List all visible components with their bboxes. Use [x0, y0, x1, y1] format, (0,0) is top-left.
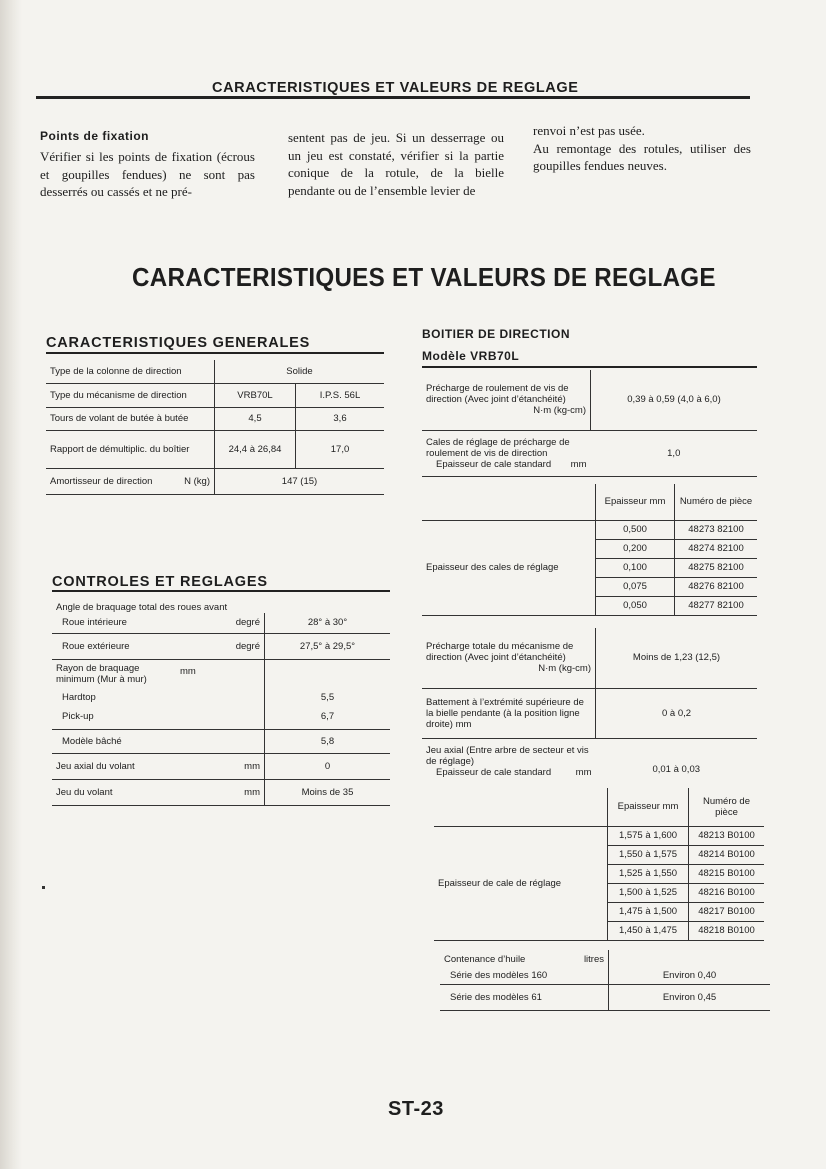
- shim-table-2: [434, 788, 764, 941]
- row-value: 5,5: [265, 689, 391, 705]
- row-value: 0,01 à 0,03: [652, 763, 701, 775]
- shim-thickness: 0,050: [596, 596, 675, 615]
- generales-title: CARACTERISTIQUES GENERALES: [46, 335, 311, 351]
- row-value: I.P.S. 56L: [296, 383, 385, 407]
- table-row: [422, 738, 757, 784]
- controles-table: [52, 600, 390, 806]
- unit-text: N (kg): [184, 475, 210, 487]
- table-row: [52, 729, 390, 753]
- label-text: Précharge de roulement de vis de direction (Avec joint d’étanchéité): [426, 383, 569, 406]
- row-label: Tours de volant de butée à butée: [46, 407, 215, 430]
- row-label: [422, 738, 596, 784]
- row-value: 147 (15): [215, 468, 385, 494]
- label-text: Précharge totale du mécanisme de direction (Avec joint d’étanchéité): [426, 641, 574, 664]
- boitier-model: Modèle VRB70L: [422, 349, 520, 363]
- row-label: Type du mécanisme de direction: [46, 383, 215, 407]
- row-value: 0: [265, 753, 391, 779]
- boitier-table-1: [422, 370, 757, 477]
- row-label: Rayon de braquage minimum (Mur à mur): [56, 663, 147, 686]
- row-label: [440, 950, 609, 968]
- label-text: Jeu axial (Entre arbre de secteur et vis de réglage): [426, 744, 589, 767]
- table-row: [52, 779, 390, 805]
- row-value: Environ 0,40: [609, 968, 771, 984]
- shim-thickness: 1,550 à 1,575: [608, 845, 689, 864]
- table-row: [52, 613, 390, 633]
- boitier-table-2: [422, 628, 757, 784]
- row-unit: mm: [180, 665, 196, 677]
- shim-header-part: Numéro de pièce: [675, 484, 758, 520]
- row-unit: mm: [176, 753, 265, 779]
- table-row: [440, 968, 770, 984]
- empty-cell: [176, 705, 265, 729]
- row-label: Rapport de démultiplic. du boîtier: [46, 430, 215, 468]
- table-row: [440, 984, 770, 1010]
- shim2-group-label: Epaisseur de cale de réglage: [434, 826, 608, 940]
- shim2-header-part: Numéro de pièce: [689, 788, 765, 826]
- unit-text: mm: [570, 458, 587, 470]
- shim-part: 48217 B0100: [689, 902, 765, 921]
- table-row: [52, 633, 390, 659]
- shim-thickness: 0,200: [596, 539, 675, 558]
- row-label: Jeu du volant: [52, 779, 176, 805]
- row-unit: mm: [176, 779, 265, 805]
- running-header: CARACTERISTIQUES ET VALEURS DE REGLAGE: [212, 80, 579, 96]
- row-label: Pick-up: [52, 705, 176, 729]
- shim-thickness: 1,450 à 1,475: [608, 921, 689, 940]
- row-value: 3,6: [296, 407, 385, 430]
- row-value: 0,39 à 0,59 (4,0 à 6,0): [591, 370, 758, 430]
- generales-title-rule: [46, 352, 384, 354]
- empty-cell: [176, 729, 265, 753]
- unit-text: N·m (kg-cm): [533, 405, 586, 417]
- shim-part: 48277 82100: [675, 596, 758, 615]
- intro-column-3: renvoi n’est pas usée. Au remontage des rotules, utiliser des goupilles fendues neuves.: [533, 123, 751, 173]
- label-text: Epaisseur de cale standard: [436, 766, 552, 778]
- shim-thickness: 0,100: [596, 558, 675, 577]
- table-row: [422, 688, 757, 738]
- shim-part: 48216 B0100: [689, 883, 765, 902]
- table-row: [46, 430, 384, 468]
- boitier-title-rule: [422, 366, 757, 368]
- shim-part: 48218 B0100: [689, 921, 765, 940]
- shim-table-1: [422, 484, 757, 616]
- row-value: 17,0: [296, 430, 385, 468]
- row-value: Moins de 1,23 (12,5): [596, 628, 758, 688]
- page-binding-shadow: [0, 0, 22, 1169]
- intro-column-2: sentent pas de jeu. Si un desserrage ou un jeu est constaté, vérifier si la partie conique de la rotule, de la bielle pendante ou de l’ensemble levier de: [288, 130, 504, 198]
- controles-title: CONTROLES ET REGLAGES: [52, 574, 268, 590]
- table-row: [46, 468, 384, 494]
- row-label: Hardtop: [62, 691, 96, 703]
- table-row: [52, 753, 390, 779]
- row-value: 6,7: [265, 705, 391, 729]
- angle-label: Angle de braquage total des roues avant: [56, 602, 228, 613]
- unit-text: litres: [583, 953, 604, 965]
- table-row: [440, 950, 770, 968]
- row-label: Roue extérieure: [52, 633, 176, 659]
- row-label: [422, 430, 591, 476]
- table-row: [52, 600, 390, 613]
- row-value: VRB70L: [215, 383, 296, 407]
- page-number: ST-23: [388, 1098, 444, 1120]
- row-label: Roue intérieure: [52, 613, 176, 633]
- huile-table: [440, 950, 770, 1011]
- label-text: Contenance d’huile: [444, 953, 526, 965]
- generales-table: [46, 360, 384, 495]
- shim-thickness: 1,475 à 1,500: [608, 902, 689, 921]
- controles-title-rule: [52, 590, 390, 592]
- intro-column-1: Vérifier si les points de fixation (écrous et goupilles fendues) ne sont pas desserrés ou cassés et ne pré-: [40, 149, 255, 199]
- shim-part: 48215 B0100: [689, 864, 765, 883]
- shim-part: 48214 B0100: [689, 845, 765, 864]
- row-label: Série des modèles 160: [440, 968, 609, 984]
- shim-thickness: 1,575 à 1,600: [608, 826, 689, 845]
- table-row: [434, 788, 764, 826]
- intro-title: Points de fixation: [40, 129, 150, 143]
- empty-cell: [265, 659, 391, 689]
- shim-group-label: Epaisseur des cales de réglage: [422, 520, 596, 615]
- row-label: [422, 370, 591, 430]
- row-label: [422, 628, 596, 688]
- label-text: Epaisseur de cale standard: [436, 458, 552, 470]
- row-label: Série des modèles 61: [440, 984, 609, 1010]
- table-row: [422, 430, 757, 476]
- shim-thickness: 0,075: [596, 577, 675, 596]
- shim-header-thickness: Epaisseur mm: [596, 484, 675, 520]
- main-title: CARACTERISTIQUES ET VALEURS DE REGLAGE: [132, 262, 716, 292]
- shim-thickness: 1,500 à 1,525: [608, 883, 689, 902]
- table-row: [52, 659, 390, 689]
- shim-part: 48213 B0100: [689, 826, 765, 845]
- empty-cell: [434, 788, 608, 826]
- empty-cell: [422, 484, 596, 520]
- header-rule: [36, 96, 750, 99]
- row-value: Solide: [215, 360, 385, 383]
- row-unit: degré: [176, 613, 265, 633]
- row-value: 1,0: [591, 430, 758, 476]
- label-text: Cales de réglage de précharge de roulement de vis de direction: [426, 436, 570, 459]
- unit-text: mm: [455, 718, 472, 730]
- table-row: [46, 383, 384, 407]
- empty-cell: [609, 950, 771, 968]
- table-row: [46, 407, 384, 430]
- table-row: [52, 689, 390, 705]
- table-row: [422, 628, 757, 688]
- row-value: Moins de 35: [265, 779, 391, 805]
- row-label: Modèle bâché: [52, 729, 176, 753]
- row-label: Jeu axial du volant: [52, 753, 176, 779]
- shim-thickness: 0,500: [596, 520, 675, 539]
- row-value: 4,5: [215, 407, 296, 430]
- label-text: Amortisseur de direction: [50, 475, 153, 487]
- unit-text: mm: [575, 766, 592, 778]
- stray-mark: [42, 886, 45, 889]
- row-label: [46, 468, 215, 494]
- table-row: [422, 370, 757, 430]
- table-row: [52, 705, 390, 729]
- empty-cell: [176, 689, 265, 705]
- row-label: [422, 688, 596, 738]
- table-row: [422, 520, 757, 539]
- row-value: 27,5° à 29,5°: [265, 633, 391, 659]
- row-label: Type de la colonne de direction: [46, 360, 215, 383]
- table-row: [422, 484, 757, 520]
- label-text: Battement à l’extrémité supérieure de la bielle pendante (à la position ligne droite): [426, 696, 584, 730]
- row-value: 5,8: [265, 729, 391, 753]
- row-value: 28° à 30°: [265, 613, 391, 633]
- shim-part: 48275 82100: [675, 558, 758, 577]
- table-row: [46, 360, 384, 383]
- boitier-title: BOITIER DE DIRECTION: [422, 327, 571, 341]
- shim-part: 48274 82100: [675, 539, 758, 558]
- row-value: 24,4 à 26,84: [215, 430, 296, 468]
- row-value: 0 à 0,2: [596, 688, 758, 738]
- shim-thickness: 1,525 à 1,550: [608, 864, 689, 883]
- shim2-header-thickness: Epaisseur mm: [608, 788, 689, 826]
- unit-text: N·m (kg-cm): [538, 663, 591, 675]
- shim-part: 48276 82100: [675, 577, 758, 596]
- row-value: Environ 0,45: [609, 984, 771, 1010]
- row-unit: degré: [176, 633, 265, 659]
- table-row: [434, 826, 764, 845]
- shim-part: 48273 82100: [675, 520, 758, 539]
